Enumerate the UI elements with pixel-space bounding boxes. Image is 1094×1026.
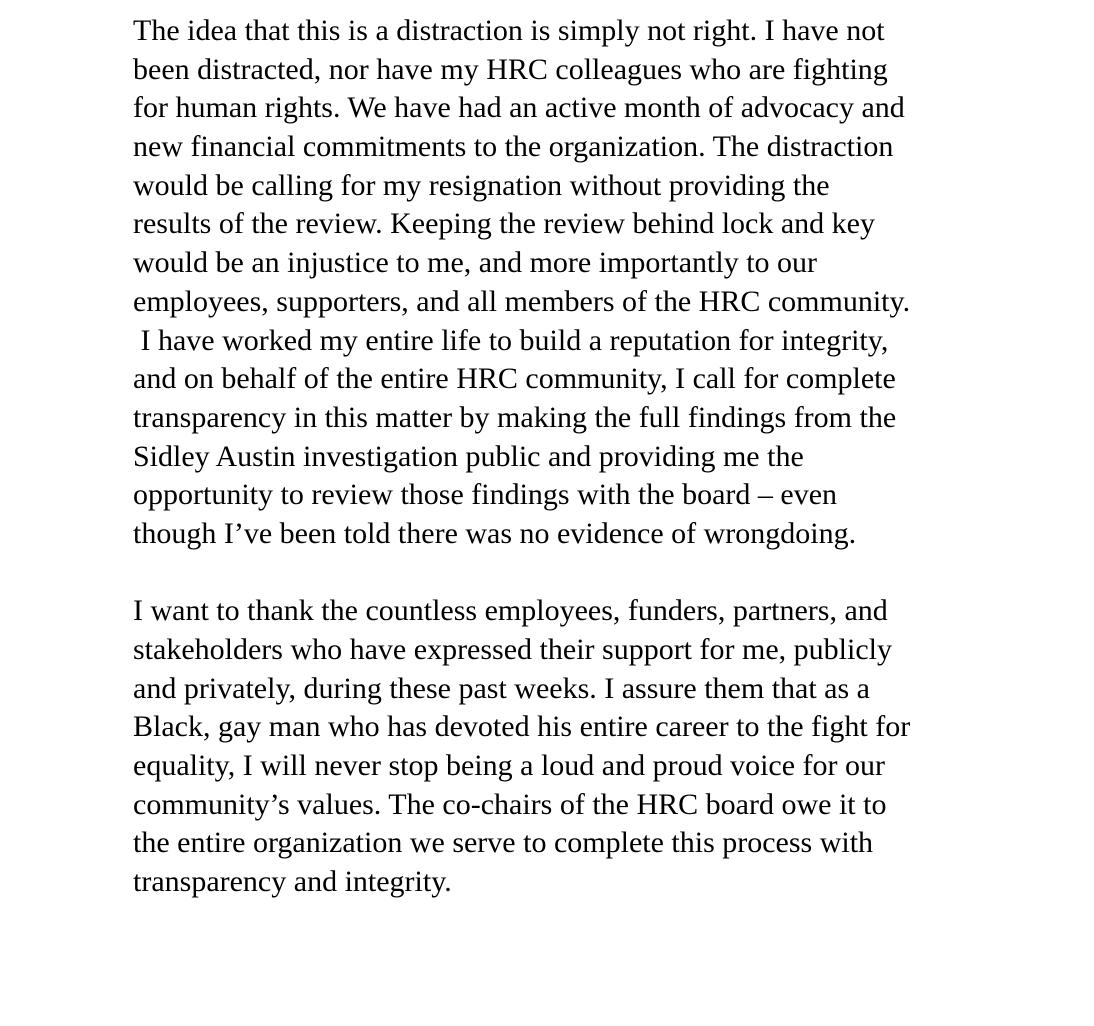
paragraph-line: opportunity to review those findings with the board – even	[133, 478, 838, 512]
paragraph-1	[133, 12, 1073, 554]
paragraph-line: stakeholders who have expressed their support for me, publicly	[133, 633, 892, 666]
paragraph-line: would be an injustice to me, and more importantly to our	[133, 246, 818, 280]
paragraph-line: for human rights. We have had an active month of advocacy and	[133, 91, 905, 125]
paragraph-line: and privately, during these past weeks. I assure them that as a	[133, 671, 870, 705]
paragraph-line: Sidley Austin investigation public and providing me the	[133, 439, 804, 473]
paragraph-line: though I’ve been told there was no evidence of wrongdoing.	[133, 516, 857, 550]
document-body	[133, 12, 1073, 902]
paragraph-spacer	[133, 554, 1073, 593]
paragraph-line: new financial commitments to the organization. The distraction	[133, 130, 894, 164]
paragraph-line: transparency and integrity.	[133, 865, 452, 899]
paragraph-line: transparency in this matter by making the full findings from the	[133, 400, 897, 434]
paragraph-line: I have worked my entire life to build a reputation for integrity,	[133, 323, 889, 357]
paragraph-line: community’s values. The co-chairs of the HRC board owe it to	[133, 787, 887, 821]
paragraph-line: The idea that this is a distraction is simply not right. I have not	[133, 14, 885, 47]
paragraph-line: the entire organization we serve to complete this process with	[133, 826, 874, 860]
paragraph-line: been distracted, nor have my HRC colleagues who are fighting	[133, 52, 888, 86]
paragraph-line: equality, I will never stop being a loud and proud voice for our	[133, 749, 886, 783]
paragraph-2	[133, 592, 1073, 902]
paragraph-line: employees, supporters, and all members of the HRC community.	[133, 284, 911, 318]
paragraph-line: would be calling for my resignation without providing the	[133, 168, 830, 202]
paragraph-line: and on behalf of the entire HRC community, I call for complete	[133, 362, 896, 396]
paragraph-line: Black, gay man who has devoted his entire career to the fight for	[133, 710, 911, 744]
paragraph-line: I want to thank the countless employees, funders, partners, and	[133, 594, 888, 628]
paragraph-line: results of the review. Keeping the review behind lock and key	[133, 207, 875, 241]
